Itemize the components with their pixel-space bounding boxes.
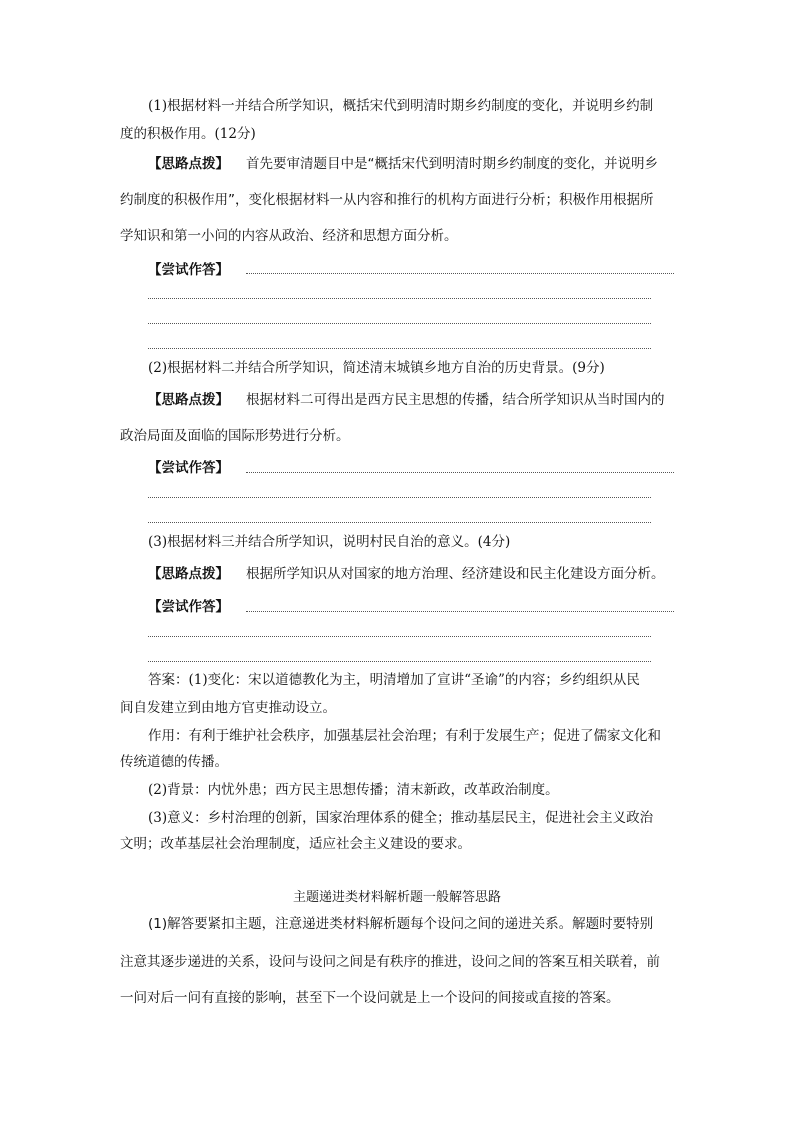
- q2-hint-line-2: 政治局面及面临的国际形势进行分析。: [120, 428, 350, 444]
- q1-hint-line-3: 学知识和第一小问的内容从政治、经济和思想方面分析。: [120, 228, 458, 244]
- q1-answer-line-2[interactable]: [148, 298, 651, 299]
- q3-answer-line-3[interactable]: [148, 661, 651, 662]
- q2-answer-line-2[interactable]: [148, 497, 651, 498]
- q1-hint-line-2: 约制度的积极作用”，变化根据材料一从内容和推行的机构方面进行分析；积极作用根据所: [120, 192, 654, 208]
- q1-hint-label: 【思路点拨】: [148, 156, 229, 172]
- q2-answer-line-3[interactable]: [148, 522, 651, 523]
- q2-try-label: 【尝试作答】: [148, 460, 229, 476]
- answer-line-7: 文明；改革基层社会治理制度，适应社会主义建设的要求。: [120, 836, 471, 852]
- answer-line-5: (2)背景：内忧外患；西方民主思想传播；清末新政，改革政治制度。: [148, 782, 559, 798]
- q3-hint-line-1: 根据所学知识从对国家的地方治理、经济建设和民主化建设方面分析。: [246, 566, 665, 582]
- section-para-line-1: (1)解答要紧扣主题，注意递进类材料解析题每个设问之间的递进关系。解题时要特别: [148, 916, 654, 932]
- q1-hint-line-1: 首先要审清题目中是“概括宋代到明清时期乡约制度的变化，并说明乡: [246, 156, 658, 172]
- answer-line-6: (3)意义：乡村治理的创新，国家治理体系的健全；推动基层民主，促进社会主义政治: [148, 810, 654, 826]
- q2-hint-label: 【思路点拨】: [148, 392, 229, 408]
- q2-hint-line-1: 根据材料二可得出是西方民主思想的传播，结合所学知识从当时国内的: [246, 392, 665, 408]
- q2-line-1: (2)根据材料二并结合所学知识，简述清末城镇乡地方自治的历史背景。(9分): [148, 360, 605, 376]
- q1-line-2: 度的积极作用。(12分): [120, 126, 256, 142]
- q3-answer-line-1[interactable]: [246, 611, 674, 612]
- q1-answer-line-1[interactable]: [246, 273, 674, 274]
- q1-line-1: (1)根据材料一并结合所学知识，概括宋代到明清时期乡约制度的变化，并说明乡约制: [148, 98, 654, 114]
- q3-hint-label: 【思路点拨】: [148, 566, 229, 582]
- section-para-line-2: 注意其逐步递进的关系，设问与设问之间是有秩序的推进，设问之间的答案互相关联着，前: [120, 954, 660, 970]
- q3-line-1: (3)根据材料三并结合所学知识，说明村民自治的意义。(4分): [148, 534, 511, 550]
- q3-try-label: 【尝试作答】: [148, 599, 229, 615]
- answer-line-1: 答案：(1)变化：宋以道德教化为主，明清增加了宣讲“圣谕”的内容；乡约组织从民: [148, 672, 640, 688]
- section-title: 主题递进类材料解析题一般解答思路: [292, 890, 501, 905]
- q1-answer-line-3[interactable]: [148, 323, 651, 324]
- q1-try-label: 【尝试作答】: [148, 262, 229, 278]
- section-para-line-3: 一问对后一问有直接的影响，甚至下一个设问就是上一个设问的间接或直接的答案。: [120, 990, 620, 1006]
- answer-line-2: 间自发建立到由地方官吏推动设立。: [120, 700, 336, 716]
- q3-answer-line-2[interactable]: [148, 636, 651, 637]
- answer-line-4: 传统道德的传播。: [120, 754, 228, 770]
- q1-answer-line-4[interactable]: [148, 348, 651, 349]
- answer-line-3: 作用：有利于维护社会秩序，加强基层社会治理；有利于发展生产；促进了儒家文化和: [148, 728, 661, 744]
- q2-answer-line-1[interactable]: [246, 472, 674, 473]
